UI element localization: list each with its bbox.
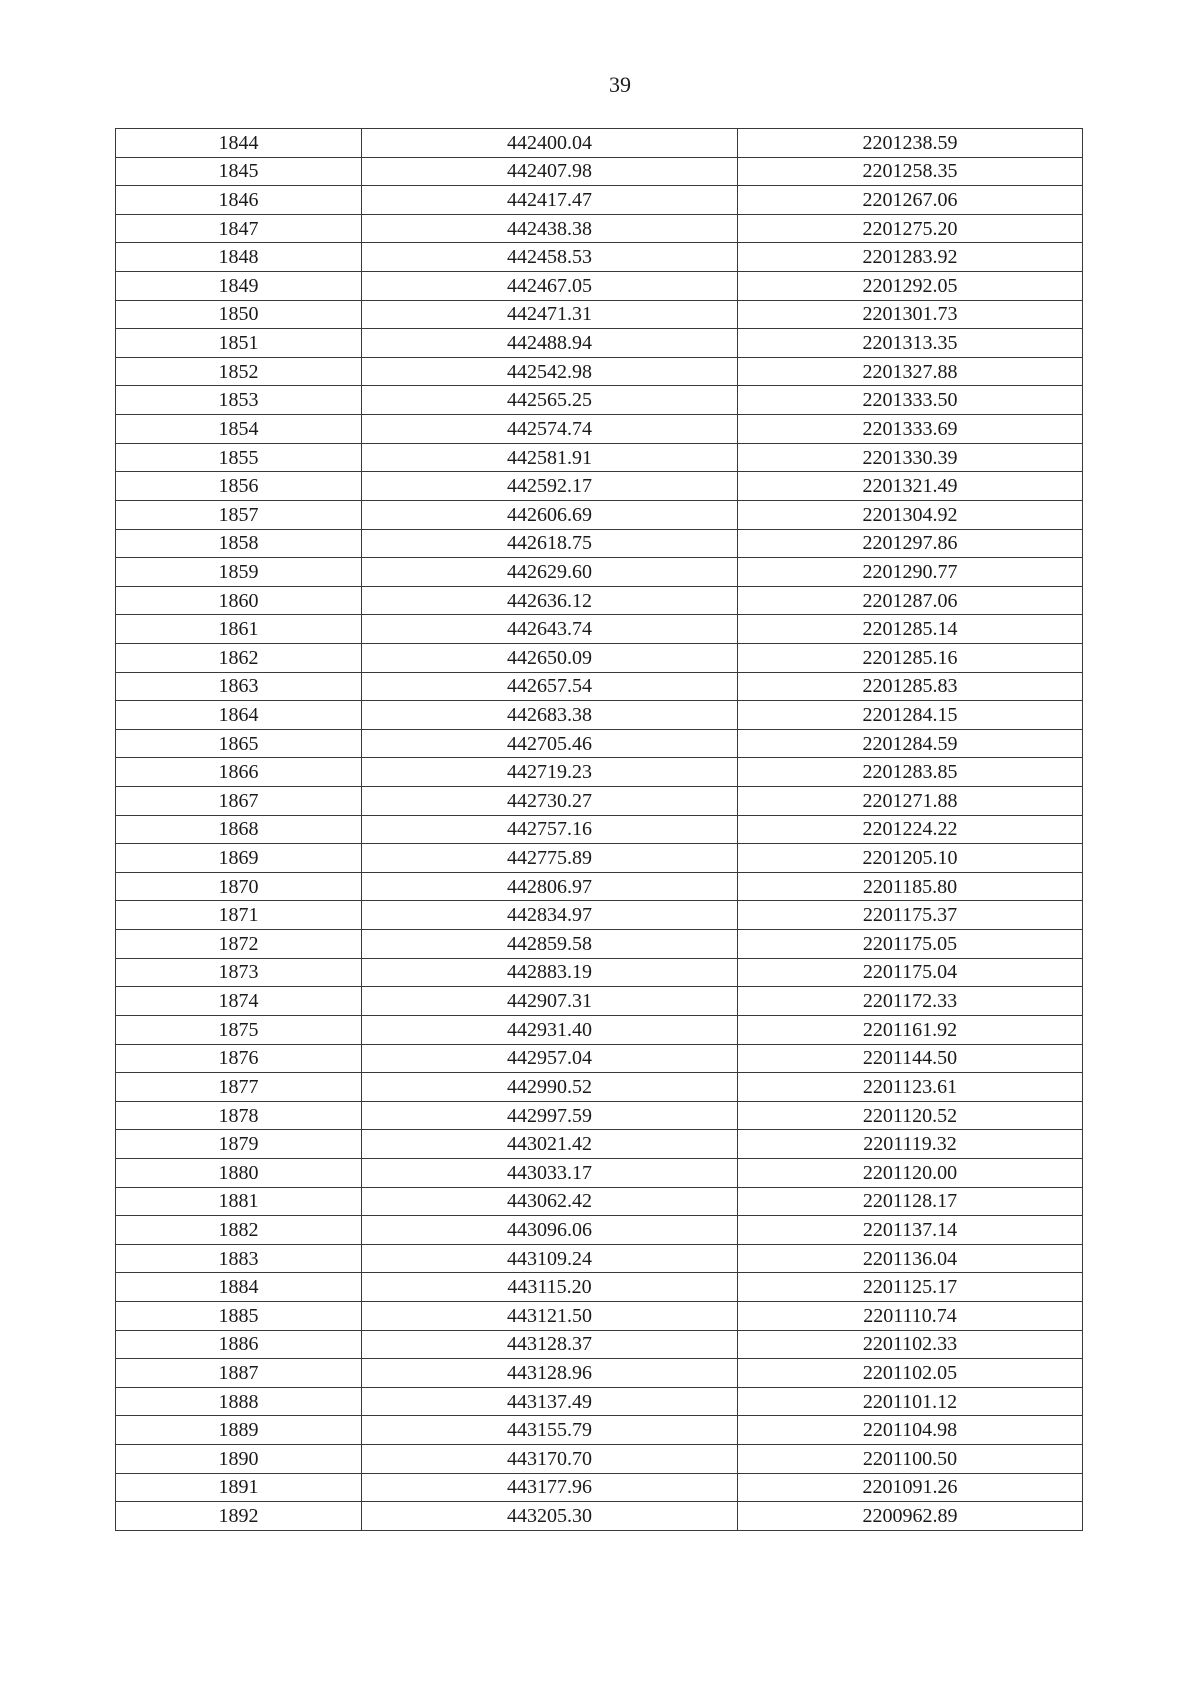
y-coordinate-cell: 2201123.61 — [738, 1073, 1083, 1102]
y-coordinate-cell: 2201285.16 — [738, 643, 1083, 672]
point-number-cell: 1862 — [116, 643, 362, 672]
table-row — [116, 1158, 1083, 1187]
x-coordinate-cell: 442683.38 — [362, 701, 738, 730]
table-row — [116, 1473, 1083, 1502]
point-number-cell: 1891 — [116, 1473, 362, 1502]
table-row — [116, 1445, 1083, 1474]
point-number-cell: 1892 — [116, 1502, 362, 1531]
x-coordinate-cell: 442592.17 — [362, 472, 738, 501]
y-coordinate-cell: 2201091.26 — [738, 1473, 1083, 1502]
table-row — [116, 1073, 1083, 1102]
table-row — [116, 129, 1083, 158]
x-coordinate-cell: 442957.04 — [362, 1044, 738, 1073]
x-coordinate-cell: 442757.16 — [362, 815, 738, 844]
x-coordinate-cell: 442471.31 — [362, 300, 738, 329]
x-coordinate-cell: 443115.20 — [362, 1273, 738, 1302]
point-number-cell: 1846 — [116, 186, 362, 215]
x-coordinate-cell: 443021.42 — [362, 1130, 738, 1159]
table-row — [116, 901, 1083, 930]
table-row — [116, 329, 1083, 358]
point-number-cell: 1844 — [116, 129, 362, 158]
x-coordinate-cell: 442581.91 — [362, 443, 738, 472]
y-coordinate-cell: 2201301.73 — [738, 300, 1083, 329]
point-number-cell: 1872 — [116, 930, 362, 959]
page-number: 39 — [609, 72, 631, 97]
point-number-cell: 1861 — [116, 615, 362, 644]
x-coordinate-cell: 442618.75 — [362, 529, 738, 558]
point-number-cell: 1882 — [116, 1216, 362, 1245]
y-coordinate-cell: 2201175.37 — [738, 901, 1083, 930]
x-coordinate-cell: 443121.50 — [362, 1301, 738, 1330]
table-row — [116, 1015, 1083, 1044]
point-number-cell: 1869 — [116, 844, 362, 873]
x-coordinate-cell: 442636.12 — [362, 586, 738, 615]
x-coordinate-cell: 442719.23 — [362, 758, 738, 787]
table-row — [116, 1130, 1083, 1159]
x-coordinate-cell: 442574.74 — [362, 415, 738, 444]
table-row — [116, 214, 1083, 243]
x-coordinate-cell: 442775.89 — [362, 844, 738, 873]
x-coordinate-cell: 442650.09 — [362, 643, 738, 672]
table-row — [116, 272, 1083, 301]
x-coordinate-cell: 442730.27 — [362, 787, 738, 816]
point-number-cell: 1850 — [116, 300, 362, 329]
table-row — [116, 529, 1083, 558]
y-coordinate-cell: 2201267.06 — [738, 186, 1083, 215]
point-number-cell: 1858 — [116, 529, 362, 558]
y-coordinate-cell: 2201333.50 — [738, 386, 1083, 415]
x-coordinate-cell: 443155.79 — [362, 1416, 738, 1445]
point-number-cell: 1874 — [116, 987, 362, 1016]
point-number-cell: 1888 — [116, 1387, 362, 1416]
table-row — [116, 987, 1083, 1016]
point-number-cell: 1863 — [116, 672, 362, 701]
x-coordinate-cell: 443205.30 — [362, 1502, 738, 1531]
table-row — [116, 958, 1083, 987]
x-coordinate-cell: 443096.06 — [362, 1216, 738, 1245]
y-coordinate-cell: 2201283.92 — [738, 243, 1083, 272]
y-coordinate-cell: 2201100.50 — [738, 1445, 1083, 1474]
y-coordinate-cell: 2201120.52 — [738, 1101, 1083, 1130]
x-coordinate-cell: 442990.52 — [362, 1073, 738, 1102]
table-row — [116, 243, 1083, 272]
x-coordinate-cell: 442931.40 — [362, 1015, 738, 1044]
y-coordinate-cell: 2201101.12 — [738, 1387, 1083, 1416]
y-coordinate-cell: 2201297.86 — [738, 529, 1083, 558]
x-coordinate-cell: 442834.97 — [362, 901, 738, 930]
table-row — [116, 615, 1083, 644]
y-coordinate-cell: 2201285.83 — [738, 672, 1083, 701]
x-coordinate-cell: 443170.70 — [362, 1445, 738, 1474]
y-coordinate-cell: 2201136.04 — [738, 1244, 1083, 1273]
y-coordinate-cell: 2201330.39 — [738, 443, 1083, 472]
y-coordinate-cell: 2201110.74 — [738, 1301, 1083, 1330]
x-coordinate-cell: 442643.74 — [362, 615, 738, 644]
point-number-cell: 1856 — [116, 472, 362, 501]
y-coordinate-cell: 2201284.15 — [738, 701, 1083, 730]
point-number-cell: 1878 — [116, 1101, 362, 1130]
y-coordinate-cell: 2201304.92 — [738, 500, 1083, 529]
y-coordinate-cell: 2201238.59 — [738, 129, 1083, 158]
point-number-cell: 1868 — [116, 815, 362, 844]
x-coordinate-cell: 442629.60 — [362, 558, 738, 587]
point-number-cell: 1879 — [116, 1130, 362, 1159]
table-row — [116, 558, 1083, 587]
point-number-cell: 1889 — [116, 1416, 362, 1445]
y-coordinate-cell: 2201128.17 — [738, 1187, 1083, 1216]
x-coordinate-cell: 442705.46 — [362, 729, 738, 758]
point-number-cell: 1853 — [116, 386, 362, 415]
table-row — [116, 443, 1083, 472]
table-row — [116, 701, 1083, 730]
table-row — [116, 1359, 1083, 1388]
y-coordinate-cell: 2201104.98 — [738, 1416, 1083, 1445]
y-coordinate-cell: 2201175.05 — [738, 930, 1083, 959]
point-number-cell: 1886 — [116, 1330, 362, 1359]
y-coordinate-cell: 2201271.88 — [738, 787, 1083, 816]
y-coordinate-cell: 2201292.05 — [738, 272, 1083, 301]
point-number-cell: 1876 — [116, 1044, 362, 1073]
point-number-cell: 1871 — [116, 901, 362, 930]
table-row — [116, 500, 1083, 529]
x-coordinate-cell: 443128.37 — [362, 1330, 738, 1359]
point-number-cell: 1877 — [116, 1073, 362, 1102]
x-coordinate-cell: 442407.98 — [362, 157, 738, 186]
table-row — [116, 1273, 1083, 1302]
y-coordinate-cell: 2201258.35 — [738, 157, 1083, 186]
x-coordinate-cell: 442997.59 — [362, 1101, 738, 1130]
y-coordinate-cell: 2201327.88 — [738, 357, 1083, 386]
point-number-cell: 1885 — [116, 1301, 362, 1330]
x-coordinate-cell: 442907.31 — [362, 987, 738, 1016]
point-number-cell: 1887 — [116, 1359, 362, 1388]
point-number-cell: 1867 — [116, 787, 362, 816]
table-row — [116, 815, 1083, 844]
point-number-cell: 1851 — [116, 329, 362, 358]
point-number-cell: 1860 — [116, 586, 362, 615]
y-coordinate-cell: 2201137.14 — [738, 1216, 1083, 1245]
y-coordinate-cell: 2200962.89 — [738, 1502, 1083, 1531]
y-coordinate-cell: 2201144.50 — [738, 1044, 1083, 1073]
x-coordinate-cell: 442657.54 — [362, 672, 738, 701]
point-number-cell: 1883 — [116, 1244, 362, 1273]
table-row — [116, 157, 1083, 186]
y-coordinate-cell: 2201185.80 — [738, 872, 1083, 901]
table-row — [116, 1044, 1083, 1073]
point-number-cell: 1884 — [116, 1273, 362, 1302]
table-row — [116, 729, 1083, 758]
x-coordinate-cell: 442400.04 — [362, 129, 738, 158]
x-coordinate-cell: 442438.38 — [362, 214, 738, 243]
y-coordinate-cell: 2201290.77 — [738, 558, 1083, 587]
x-coordinate-cell: 443137.49 — [362, 1387, 738, 1416]
table-row — [116, 415, 1083, 444]
y-coordinate-cell: 2201275.20 — [738, 214, 1083, 243]
y-coordinate-cell: 2201313.35 — [738, 329, 1083, 358]
point-number-cell: 1881 — [116, 1187, 362, 1216]
y-coordinate-cell: 2201287.06 — [738, 586, 1083, 615]
table-row — [116, 872, 1083, 901]
table-row — [116, 1301, 1083, 1330]
table-row — [116, 1216, 1083, 1245]
table-row — [116, 586, 1083, 615]
point-number-cell: 1870 — [116, 872, 362, 901]
y-coordinate-cell: 2201321.49 — [738, 472, 1083, 501]
point-number-cell: 1873 — [116, 958, 362, 987]
x-coordinate-cell: 442417.47 — [362, 186, 738, 215]
point-number-cell: 1854 — [116, 415, 362, 444]
table-row — [116, 386, 1083, 415]
table-row — [116, 1416, 1083, 1445]
table-row — [116, 643, 1083, 672]
table-row — [116, 1387, 1083, 1416]
y-coordinate-cell: 2201120.00 — [738, 1158, 1083, 1187]
y-coordinate-cell: 2201175.04 — [738, 958, 1083, 987]
x-coordinate-cell: 442883.19 — [362, 958, 738, 987]
table-row — [116, 472, 1083, 501]
point-number-cell: 1848 — [116, 243, 362, 272]
point-number-cell: 1857 — [116, 500, 362, 529]
point-number-cell: 1864 — [116, 701, 362, 730]
y-coordinate-cell: 2201172.33 — [738, 987, 1083, 1016]
table-row — [116, 672, 1083, 701]
table-row — [116, 186, 1083, 215]
point-number-cell: 1845 — [116, 157, 362, 186]
y-coordinate-cell: 2201333.69 — [738, 415, 1083, 444]
table-row — [116, 787, 1083, 816]
point-number-cell: 1866 — [116, 758, 362, 787]
point-number-cell: 1875 — [116, 1015, 362, 1044]
y-coordinate-cell: 2201224.22 — [738, 815, 1083, 844]
point-number-cell: 1880 — [116, 1158, 362, 1187]
x-coordinate-cell: 443062.42 — [362, 1187, 738, 1216]
point-number-cell: 1855 — [116, 443, 362, 472]
x-coordinate-cell: 443109.24 — [362, 1244, 738, 1273]
x-coordinate-cell: 443033.17 — [362, 1158, 738, 1187]
x-coordinate-cell: 442458.53 — [362, 243, 738, 272]
point-number-cell: 1890 — [116, 1445, 362, 1474]
y-coordinate-cell: 2201102.33 — [738, 1330, 1083, 1359]
table-row — [116, 357, 1083, 386]
table-row — [116, 1330, 1083, 1359]
coordinates-table-body — [116, 129, 1083, 1531]
point-number-cell: 1865 — [116, 729, 362, 758]
x-coordinate-cell: 442565.25 — [362, 386, 738, 415]
x-coordinate-cell: 442606.69 — [362, 500, 738, 529]
point-number-cell: 1852 — [116, 357, 362, 386]
x-coordinate-cell: 442488.94 — [362, 329, 738, 358]
x-coordinate-cell: 442806.97 — [362, 872, 738, 901]
point-number-cell: 1847 — [116, 214, 362, 243]
y-coordinate-cell: 2201285.14 — [738, 615, 1083, 644]
table-row — [116, 758, 1083, 787]
table-row — [116, 300, 1083, 329]
x-coordinate-cell: 442467.05 — [362, 272, 738, 301]
table-row — [116, 1502, 1083, 1531]
table-row — [116, 1187, 1083, 1216]
table-row — [116, 1101, 1083, 1130]
y-coordinate-cell: 2201205.10 — [738, 844, 1083, 873]
y-coordinate-cell: 2201283.85 — [738, 758, 1083, 787]
x-coordinate-cell: 443177.96 — [362, 1473, 738, 1502]
table-row — [116, 930, 1083, 959]
y-coordinate-cell: 2201102.05 — [738, 1359, 1083, 1388]
table-row — [116, 844, 1083, 873]
y-coordinate-cell: 2201125.17 — [738, 1273, 1083, 1302]
y-coordinate-cell: 2201284.59 — [738, 729, 1083, 758]
x-coordinate-cell: 442542.98 — [362, 357, 738, 386]
x-coordinate-cell: 443128.96 — [362, 1359, 738, 1388]
y-coordinate-cell: 2201119.32 — [738, 1130, 1083, 1159]
x-coordinate-cell: 442859.58 — [362, 930, 738, 959]
y-coordinate-cell: 2201161.92 — [738, 1015, 1083, 1044]
point-number-cell: 1859 — [116, 558, 362, 587]
coordinates-table — [115, 128, 1083, 1531]
table-row — [116, 1244, 1083, 1273]
point-number-cell: 1849 — [116, 272, 362, 301]
